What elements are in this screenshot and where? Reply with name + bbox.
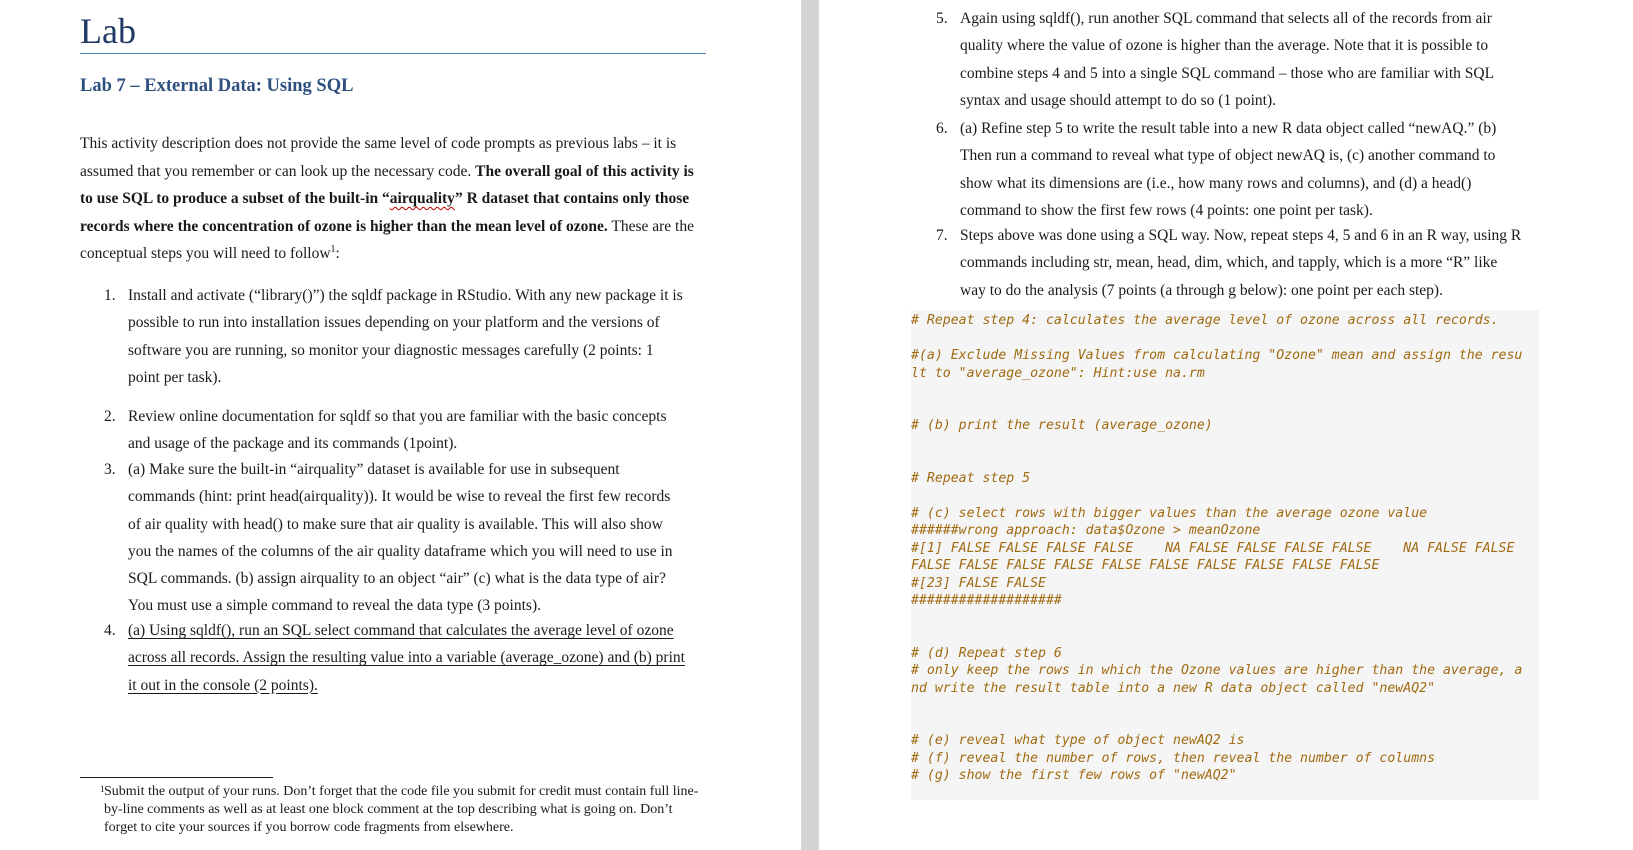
step-number: 7. [936, 227, 948, 244]
step-line: possible to run into installation issues depending on your platform and the versions of [128, 314, 660, 332]
step-line: (a) Using sqldf(), run an SQL select command that calculates the average level of ozone [128, 622, 674, 639]
intro-paragraph [80, 130, 710, 268]
step-text [128, 282, 683, 391]
step-line: SQL commands. (b) assign airquality to an object “air” (c) what is the data type of air? [128, 570, 666, 588]
step-line: Then run a command to reveal what type of object newAQ is, (c) another command to [960, 147, 1496, 165]
lab-subtitle: Lab 7 – External Data: Using SQL [80, 76, 354, 96]
step-line: (a) Refine step 5 to write the result table into a new R data object called “newAQ.” (b) [960, 120, 1497, 137]
code-line: # (b) print the result (average_ozone) [911, 418, 1213, 433]
step-line: syntax and usage should attempt to do so (1 point). [960, 91, 1276, 109]
footnote-reference[interactable]: 1 [330, 244, 336, 256]
code-line: ######wrong approach: data$Ozone > meanOzone [911, 523, 1261, 538]
heading-divider [80, 53, 706, 54]
code-line: FALSE FALSE FALSE FALSE FALSE FALSE FALSE FALSE FALSE FALSE [911, 558, 1380, 573]
step-line: it out in the console (2 points). [128, 676, 318, 694]
step-number: 2. [104, 408, 116, 425]
step-line: Again using sqldf(), run another SQL command that selects all of the records from air [960, 10, 1492, 27]
page-heading: Lab [80, 11, 136, 51]
step-line: Review online documentation for sqldf so that you are familiar with the basic concepts [128, 408, 667, 425]
step-line: commands (hint: print head(airquality)). It would be wise to reveal the first few records [128, 488, 671, 506]
step-line: software you are running, so monitor your diagnostic messages carefully (2 points: 1 [128, 341, 654, 359]
intro-steps-text: These are the conceptual steps you will need to follow [80, 217, 694, 263]
code-line: #[1] FALSE FALSE FALSE FALSE NA FALSE FALSE FALSE FALSE NA FALSE FALSE [911, 540, 1515, 556]
footnote [100, 783, 704, 837]
code-line: # Repeat step 5 [911, 470, 1031, 486]
step-text [960, 115, 1496, 224]
step-line: You must use a simple command to reveal the data type (3 points). [128, 597, 541, 615]
intro-colon: : [335, 245, 340, 263]
document-page-right [819, 0, 1633, 850]
code-line: #[23] FALSE FALSE [911, 575, 1046, 591]
code-line: nd write the result table into a new R data object called "newAQ2" [911, 680, 1436, 696]
code-line: # (d) Repeat step 6 [911, 645, 1062, 661]
step-line: point per task). [128, 368, 222, 386]
step-number: 5. [936, 10, 948, 27]
code-line: # (c) select rows with bigger values than the average ozone value [911, 505, 1428, 521]
step-text [128, 403, 666, 458]
document-page-left [0, 0, 801, 850]
step-line: show what its dimensions are (i.e., how many rows and columns), and (d) a head() [960, 174, 1472, 192]
step-line: Steps above was done using a SQL way. Now, repeat steps 4, 5 and 6 in an R way, using R [960, 227, 1522, 244]
step-line: and usage of the package and its commands (1point). [128, 435, 458, 453]
footnote-separator [80, 777, 273, 778]
step-line: command to show the first few rows (4 points: one point per task). [960, 201, 1373, 219]
code-line: # (g) show the first few rows of "newAQ2" [911, 768, 1237, 783]
step-line: of air quality with head() to make sure that air quality is available. This will also show [128, 515, 663, 533]
step-number: 4. [104, 622, 116, 639]
code-line: # Repeat step 4: calculates the average level of ozone across all records. [911, 313, 1499, 328]
code-line: # (f) reveal the number of rows, then reveal the number of columns [911, 750, 1436, 766]
step-line: way to do the analysis (7 points (a through g below): one point per each step). [960, 281, 1443, 299]
step-text [960, 222, 1521, 304]
intro-goal-a: The overall goal of this activity is to use SQL to produce a subset of the built-in “ [80, 162, 694, 208]
step-line: commands including str, mean, head, dim, which, and tapply, which is a more “R” like [960, 254, 1498, 272]
code-line: lt to "average_ozone": Hint:use na.rm [911, 365, 1205, 381]
step-line: (a) Make sure the built-in “airquality” dataset is available for use in subsequent [128, 461, 620, 478]
step-text [128, 456, 673, 620]
footnote-mark: 1 [100, 784, 105, 794]
intro-goal-dataset: airquality [389, 190, 455, 208]
step-text [960, 5, 1494, 114]
step-line: you the names of the columns of the air quality dataframe which you will need to use in [128, 542, 673, 560]
footnote-text: Submit the output of your runs. Don’t forget that the code file you submit for credit must contain full line-by-line comments as well as at least one block comment at the top describing what is going on. Don’t forget to cite your sources if you borrow code fragments from elsewhere. [104, 784, 699, 835]
code-line: #(a) Exclude Missing Values from calculating "Ozone" mean and assign the resu [911, 348, 1523, 363]
step-line: Install and activate (“library()”) the sqldf package in RStudio. With any new package it is [128, 287, 683, 304]
step-number: 6. [936, 120, 948, 137]
step-number: 3. [104, 461, 116, 478]
step-text [128, 617, 685, 699]
step-number: 1. [104, 287, 116, 304]
code-line: # only keep the rows in which the Ozone values are higher than the average, a [911, 663, 1523, 678]
step-line: quality where the value of ozone is higher than the average. Note that it is possible to [960, 37, 1489, 55]
code-line: ################### [911, 593, 1062, 608]
code-line: # (e) reveal what type of object newAQ2 is [911, 733, 1245, 748]
intro-text: This activity description does not provide the same level of code prompts as previous labs – it is assumed that you remember or can look up the necessary code. [80, 135, 677, 180]
step-line: combine steps 4 and 5 into a single SQL command – those who are familiar with SQL [960, 64, 1495, 82]
intro-goal-c: ” R dataset that contains only those records where the concentration of ozone is higher than the mean level of ozone. [80, 190, 690, 235]
step-line: across all records. Assign the resulting value into a variable (average_ozone) and (b) print [128, 649, 685, 667]
